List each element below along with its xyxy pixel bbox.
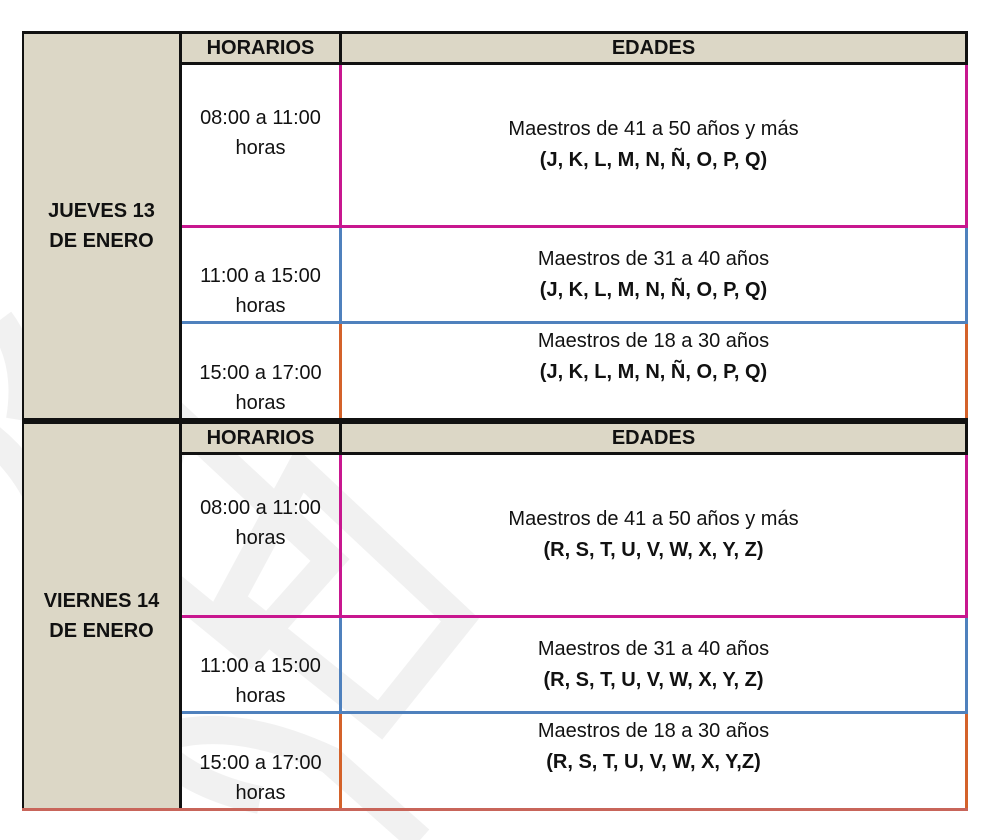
time-cell: 15:00 a 17:00 horas bbox=[182, 714, 342, 808]
ages-cell bbox=[342, 228, 965, 321]
schedule-row bbox=[182, 228, 968, 324]
groups-text: (J, K, L, M, N, Ñ, O, P, Q) bbox=[539, 278, 768, 301]
day-label: VIERNES 14 DE ENERO bbox=[43, 590, 160, 642]
ages-cell bbox=[342, 65, 965, 225]
ages-cell bbox=[342, 714, 965, 808]
time-cell: 08:00 a 11:00 horas bbox=[182, 65, 342, 225]
groups-text: (R, S, T, U, V, W, X, Y, Z) bbox=[543, 539, 764, 561]
time-cell: 15:00 a 17:00 horas bbox=[182, 324, 342, 418]
time-cell: 11:00 a 15:00 horas bbox=[182, 228, 342, 321]
groups-text: (J, K, L, M, N, Ñ, O, P, Q) bbox=[539, 149, 768, 171]
schedule-row bbox=[182, 65, 968, 228]
ages-cell bbox=[342, 324, 965, 418]
ages-cell bbox=[342, 455, 965, 615]
header-horarios: HORARIOS bbox=[182, 34, 342, 62]
schedule-row bbox=[182, 324, 968, 418]
day-block-thursday bbox=[22, 31, 968, 421]
ages-text: Maestros de 41 a 50 años y más bbox=[508, 118, 799, 140]
time-cell: 08:00 a 11:00 horas bbox=[182, 455, 342, 615]
ages-text: Maestros de 31 a 40 años bbox=[537, 247, 770, 270]
groups-text: (J, K, L, M, N, Ñ, O, P, Q) bbox=[539, 361, 768, 383]
time-cell: 11:00 a 15:00 horas bbox=[182, 618, 342, 711]
header-edades: EDADES bbox=[342, 34, 968, 62]
groups-text: (R, S, T, U, V, W, X, Y, Z) bbox=[543, 668, 764, 691]
schedule-row bbox=[182, 618, 968, 714]
ages-cell bbox=[342, 618, 965, 711]
ages-text: Maestros de 31 a 40 años bbox=[537, 637, 770, 660]
header-row bbox=[182, 421, 968, 455]
header-edades: EDADES bbox=[342, 424, 968, 452]
header-horarios: HORARIOS bbox=[182, 424, 342, 452]
day-label: JUEVES 13 DE ENERO bbox=[48, 200, 155, 252]
schedule-row bbox=[182, 714, 968, 808]
ages-text: Maestros de 18 a 30 años bbox=[537, 720, 770, 742]
day-label-cell bbox=[22, 34, 182, 418]
ages-text: Maestros de 41 a 50 años y más bbox=[508, 508, 799, 530]
day-label-cell bbox=[22, 424, 182, 808]
schedule-row bbox=[182, 455, 968, 618]
ages-text: Maestros de 18 a 30 años bbox=[537, 330, 770, 352]
header-row bbox=[182, 31, 968, 65]
day-block-friday bbox=[22, 421, 968, 811]
groups-text: (R, S, T, U, V, W, X, Y,Z) bbox=[546, 751, 761, 773]
